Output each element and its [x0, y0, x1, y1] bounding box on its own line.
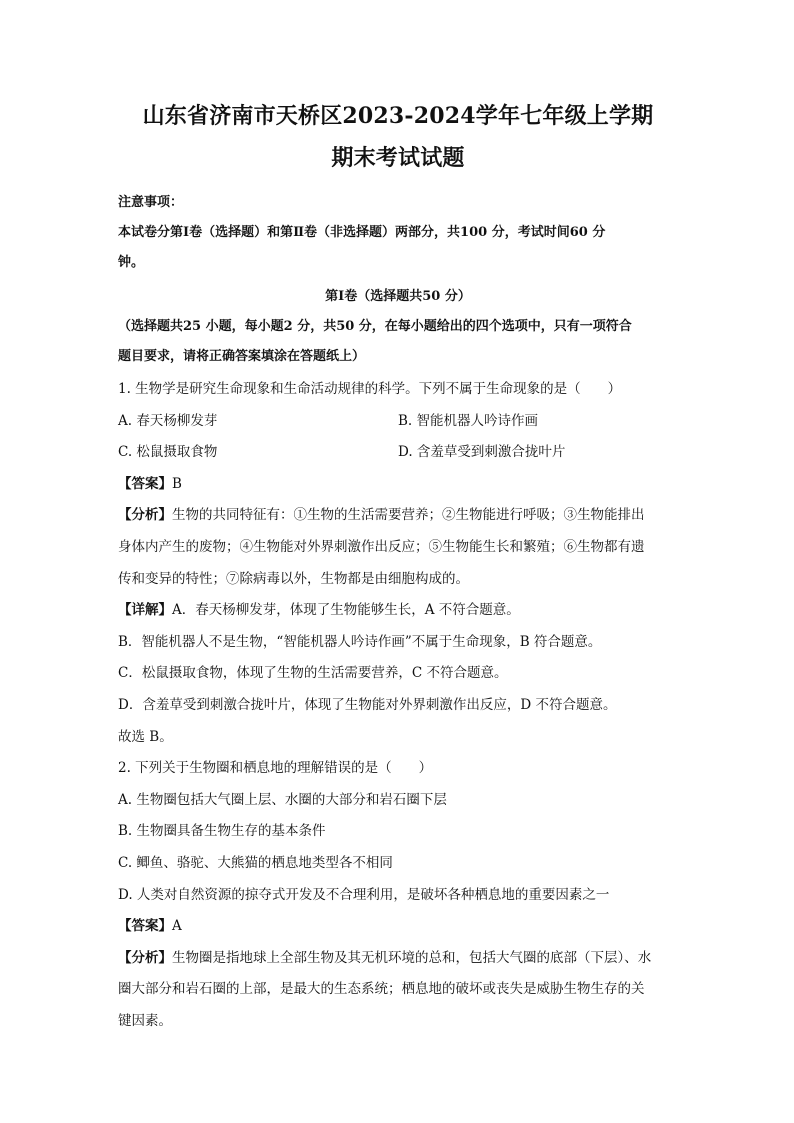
question-2 [118, 753, 678, 1037]
question-2-option-d: D. 人类对自然资源的掠夺式开发及不合理利用，是破坏各种栖息地的重要因素之一 [118, 886, 610, 903]
question-2-analysis-line1: 生物圈是指地球上全部生物及其无机环境的总和，包括大气圈的底部（下层）、水 [172, 949, 652, 966]
question-2-stem: 2. 下列关于生物圈和栖息地的理解错误的是（ ） [118, 760, 433, 777]
question-2-option-a: A. 生物圈包括大气圈上层、水圈的大部分和岩石圈下层 [118, 791, 447, 808]
analysis-label: 【分析】 [118, 949, 172, 966]
question-1 [118, 374, 678, 753]
notice-line1: 本试卷分第Ⅰ卷（选择题）和第Ⅱ卷（非选择题）两部分，共100 分，考试时间60 分 [118, 225, 606, 240]
question-2-answer-value: A [172, 918, 182, 935]
question-2-option-b: B. 生物圈具备生物生存的基本条件 [118, 823, 326, 840]
question-1-option-d: D. 含羞草受到刺激合拢叶片 [398, 444, 566, 461]
question-1-detail-b: B．智能机器人不是生物，“智能机器人吟诗作画”不属于生命现象，B 符合题意。 [118, 633, 602, 650]
detail-label: 【详解】 [118, 602, 172, 619]
section1-title: 第Ⅰ卷（选择题共50 分） [325, 289, 471, 304]
question-1-option-b: B. 智能机器人吟诗作画 [398, 412, 539, 429]
question-1-analysis [118, 500, 678, 595]
question-1-answer-value: B [172, 475, 182, 492]
notice-block [118, 188, 678, 278]
section1-header [118, 282, 678, 372]
question-1-option-c: C. 松鼠摄取食物 [118, 444, 218, 461]
document-title-line1: 山东省济南市天桥区2023-2024学年七年级上学期 [142, 103, 654, 129]
question-2-analysis-line3: 键因素。 [118, 1012, 172, 1029]
analysis-label: 【分析】 [118, 507, 172, 524]
notice-heading: 注意事项： [118, 195, 184, 210]
question-1-conclusion: 故选 B。 [118, 728, 173, 745]
question-1-analysis-line2: 身体内产生的废物；④生物能对外界刺激作出反应；⑤生物能生长和繁殖；⑥生物都有遗 [118, 538, 645, 555]
question-1-stem: 1. 生物学是研究生命现象和生命活动规律的科学。下列不属于生命现象的是（ ） [118, 381, 622, 397]
answer-label: 【答案】 [118, 918, 172, 935]
document-title-line2: 期末考试试题 [331, 145, 465, 171]
question-1-answer [118, 469, 678, 501]
section1-instruction-line1: （选择题共25 小题，每小题2 分，共50 分，在每小题给出的四个选项中，只有一项符合 [118, 319, 632, 334]
question-2-analysis-line2: 圈大部分和岩石圈的上部，是最大的生态系统；栖息地的破坏或丧失是威胁生物生存的关 [118, 981, 645, 998]
question-2-answer [118, 911, 678, 943]
question-2-option-c: C. 鲫鱼、骆驼、大熊猫的栖息地类型各不相同 [118, 854, 393, 871]
section1-instruction-line2: 题目要求，请将正确答案填涂在答题纸上） [118, 349, 366, 364]
question-1-analysis-line3: 传和变异的特性；⑦除病毒以外，生物都是由细胞构成的。 [118, 570, 469, 587]
notice-line2: 钟。 [118, 255, 145, 270]
answer-label: 【答案】 [118, 475, 172, 492]
question-1-option-a: A. 春天杨柳发芽 [118, 412, 218, 429]
question-1-detail [118, 595, 678, 627]
question-2-analysis [118, 943, 678, 1038]
question-1-detail-a: A．春天杨柳发芽，体现了生物能够生长，A 不符合题意。 [172, 602, 520, 619]
document-page [118, 96, 678, 1037]
question-1-analysis-line1: 生物的共同特征有：①生物的生活需要营养；②生物能进行呼吸；③生物能排出 [172, 507, 645, 524]
question-1-detail-d: D．含羞草受到刺激合拢叶片，体现了生物能对外界刺激作出反应，D 不符合题意。 [118, 696, 617, 713]
question-1-detail-c: C．松鼠摄取食物，体现了生物的生活需要营养，C 不符合题意。 [118, 665, 508, 682]
question-1-options [118, 406, 678, 469]
